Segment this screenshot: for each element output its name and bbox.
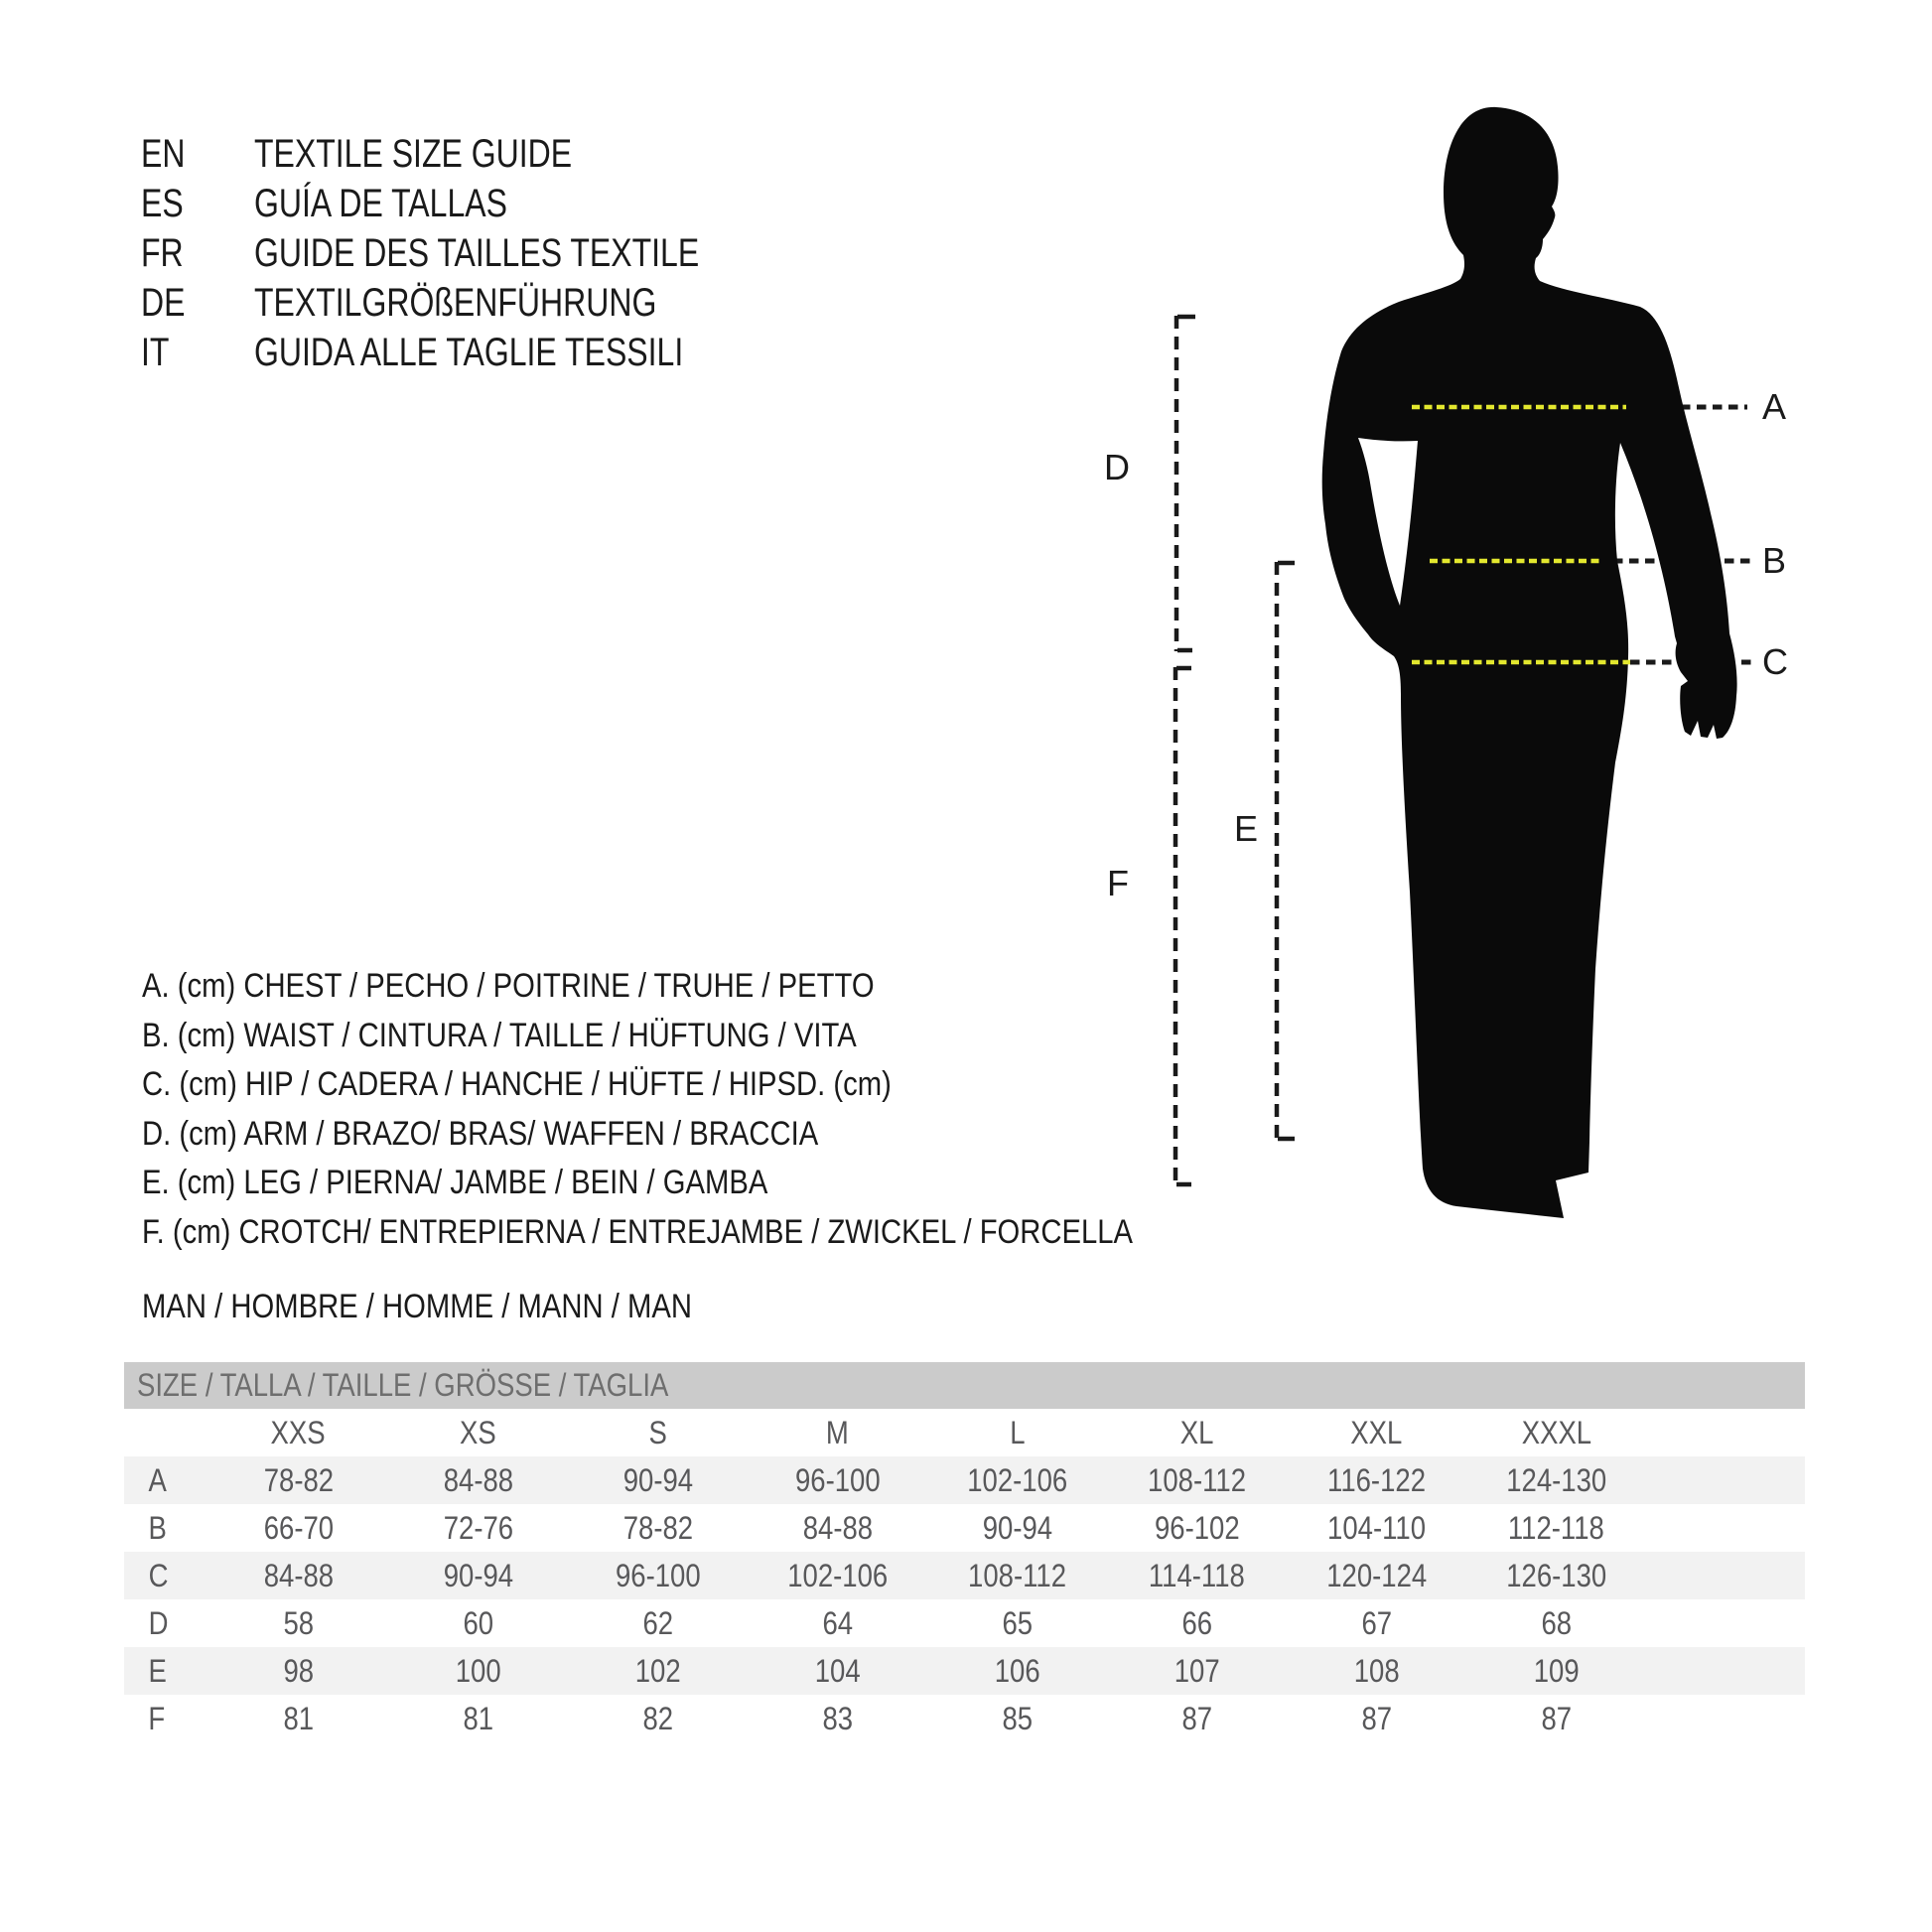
size-value: 109 <box>1533 1652 1580 1689</box>
size-value: 124-130 <box>1506 1461 1606 1498</box>
language-code: FR <box>141 231 184 275</box>
row-label: B <box>148 1509 167 1546</box>
size-value: 100 <box>455 1652 501 1689</box>
size-value: 62 <box>642 1604 673 1641</box>
size-value: 90-94 <box>982 1509 1052 1546</box>
size-value: 96-100 <box>615 1557 701 1593</box>
size-value: 116-122 <box>1327 1461 1426 1498</box>
table-row <box>124 1695 1805 1742</box>
measurement-legend <box>142 962 1295 1257</box>
guide-title: GUÍA DE TALLAS <box>254 182 507 225</box>
size-value: 67 <box>1361 1604 1392 1641</box>
size-value: 60 <box>463 1604 493 1641</box>
size-value: 107 <box>1173 1652 1220 1689</box>
size-value: 83 <box>822 1700 853 1736</box>
size-value: 68 <box>1541 1604 1572 1641</box>
size-value: 104-110 <box>1327 1509 1426 1546</box>
size-column-header: S <box>648 1414 667 1450</box>
size-value: 102-106 <box>967 1461 1067 1498</box>
size-grid <box>124 1409 1805 1742</box>
size-value: 78-82 <box>263 1461 334 1498</box>
size-value: 81 <box>463 1700 493 1736</box>
size-column-header: M <box>826 1414 849 1450</box>
gender-heading: MAN / HOMBRE / HOMME / MANN / MAN <box>142 1288 692 1325</box>
size-value: 82 <box>642 1700 673 1736</box>
size-value: 87 <box>1181 1700 1212 1736</box>
size-value: 84-88 <box>263 1557 334 1593</box>
table-row <box>124 1504 1805 1552</box>
legend-item-leg: E. (cm) LEG / PIERNA/ JAMBE / BEIN / GAMBA <box>142 1164 768 1201</box>
row-label: A <box>148 1461 167 1498</box>
size-column-header: L <box>1009 1414 1026 1450</box>
size-column-header: XXXL <box>1521 1414 1591 1450</box>
size-value: 66 <box>1181 1604 1212 1641</box>
table-title-bar <box>124 1362 1805 1409</box>
legend-item-arm: D. (cm) ARM / BRAZO/ BRAS/ WAFFEN / BRACCIA <box>142 1114 819 1153</box>
guide-title: TEXTILGRÖßENFÜHRUNG <box>254 281 657 325</box>
language-code: ES <box>141 182 184 225</box>
size-value: 90-94 <box>443 1557 513 1593</box>
size-value: 114-118 <box>1149 1557 1245 1593</box>
legend-item-chest: A. (cm) CHEST / PECHO / POITRINE / TRUHE / PETTO <box>142 967 875 1005</box>
table-row <box>124 1456 1805 1504</box>
size-value: 85 <box>1002 1700 1033 1736</box>
size-value: 87 <box>1541 1700 1572 1736</box>
guide-title: TEXTILE SIZE GUIDE <box>254 132 573 176</box>
size-value: 106 <box>994 1652 1040 1689</box>
table-title: SIZE / TALLA / TAILLE / GRÖSSE / TAGLIA <box>137 1367 669 1403</box>
size-value: 120-124 <box>1326 1557 1427 1593</box>
size-value: 90-94 <box>622 1461 693 1498</box>
leg-label-e: E <box>1234 808 1259 849</box>
size-value: 104 <box>814 1652 861 1689</box>
size-value: 72-76 <box>443 1509 513 1546</box>
guide-title: GUIDA ALLE TAGLIE TESSILI <box>254 331 684 374</box>
row-label: E <box>148 1652 167 1689</box>
size-value: 102 <box>634 1652 681 1689</box>
size-value: 78-82 <box>622 1509 693 1546</box>
language-code: IT <box>141 331 170 374</box>
size-value: 96-102 <box>1154 1509 1240 1546</box>
size-value: 112-118 <box>1508 1509 1604 1546</box>
row-label: C <box>148 1557 169 1593</box>
spacer-cell <box>124 1409 208 1456</box>
size-value: 108-112 <box>968 1557 1066 1593</box>
language-code: EN <box>141 132 186 176</box>
size-value: 66-70 <box>263 1509 334 1546</box>
row-label: F <box>148 1700 166 1736</box>
size-value: 102-106 <box>787 1557 888 1593</box>
size-value: 81 <box>283 1700 314 1736</box>
size-table <box>124 1362 1805 1742</box>
size-value: 84-88 <box>802 1509 873 1546</box>
size-column-header: XXS <box>270 1414 327 1450</box>
legend-item-waist: B. (cm) WAIST / CINTURA / TAILLE / HÜFTUNG / VITA <box>142 1016 857 1054</box>
legend-item-crotch: F. (cm) CROTCH/ ENTREPIERNA / ENTREJAMBE / ZWICKEL / FORCELLA <box>142 1212 1134 1251</box>
size-value: 126-130 <box>1506 1557 1606 1593</box>
size-value: 96-100 <box>794 1461 881 1498</box>
chest-label-a: A <box>1762 386 1787 427</box>
size-value: 64 <box>822 1604 853 1641</box>
size-value: 98 <box>283 1652 314 1689</box>
table-row <box>124 1552 1805 1599</box>
language-code: DE <box>141 281 186 325</box>
size-value: 84-88 <box>443 1461 513 1498</box>
table-row <box>124 1647 1805 1695</box>
legend-item-hip: C. (cm) HIP / CADERA / HANCHE / HÜFTE / HIPSD. (cm) <box>142 1065 892 1103</box>
hip-label-c: C <box>1762 641 1788 682</box>
size-value: 108 <box>1353 1652 1400 1689</box>
crotch-label-f: F <box>1107 863 1129 903</box>
table-row <box>124 1599 1805 1647</box>
guide-title: GUIDE DES TAILLES TEXTILE <box>254 231 700 275</box>
size-value: 87 <box>1361 1700 1392 1736</box>
size-column-header: XS <box>460 1414 496 1450</box>
arm-label-d: D <box>1104 447 1130 487</box>
size-header-row <box>124 1409 1805 1456</box>
waist-label-b: B <box>1762 540 1787 581</box>
size-value: 108-112 <box>1148 1461 1246 1498</box>
size-value: 65 <box>1002 1604 1033 1641</box>
size-column-header: XXL <box>1350 1414 1403 1450</box>
size-column-header: XL <box>1179 1414 1214 1450</box>
size-value: 58 <box>283 1604 314 1641</box>
row-label: D <box>148 1604 169 1641</box>
